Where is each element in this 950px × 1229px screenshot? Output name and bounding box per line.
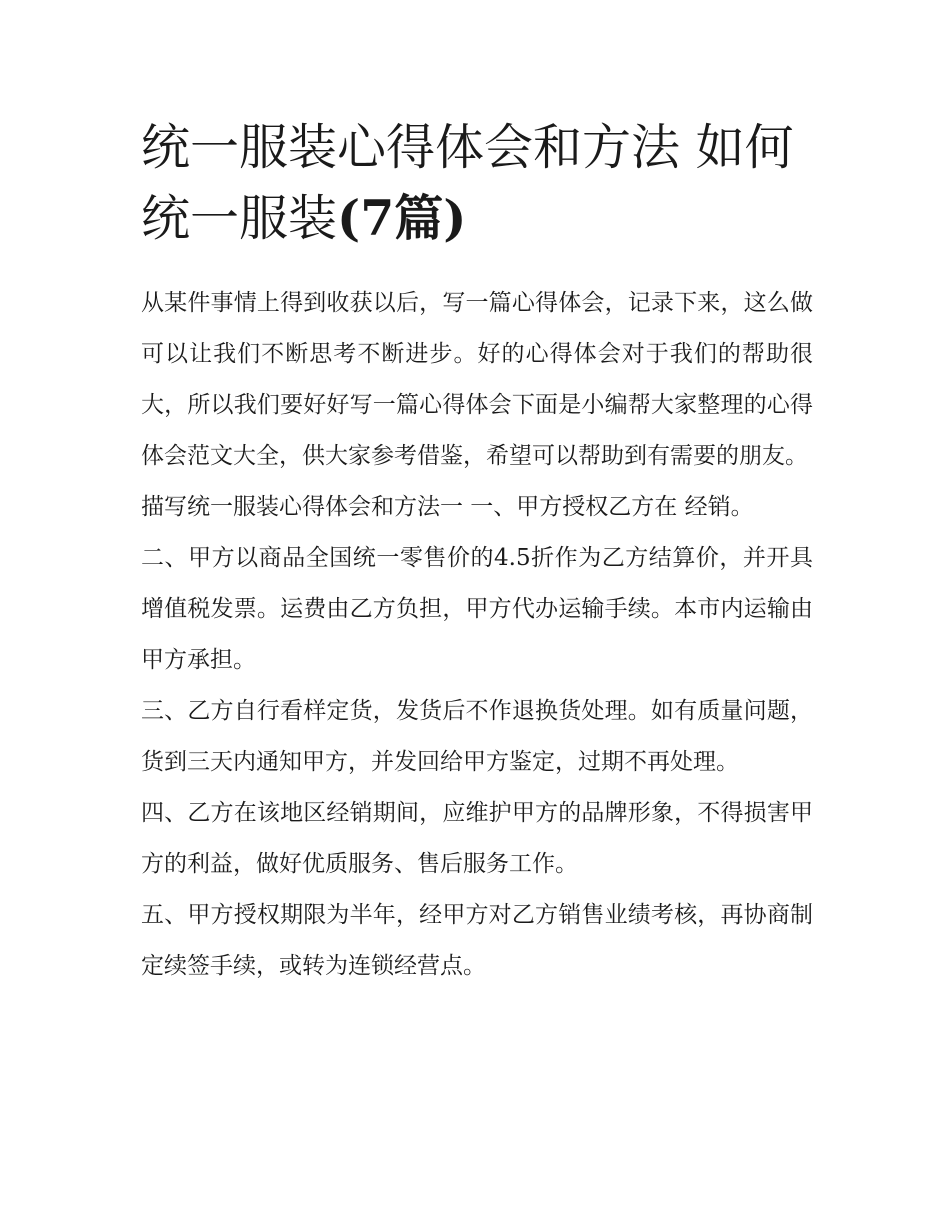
clause-4-paragraph: 四、乙方在该地区经销期间，应维护甲方的品牌形象，不得损害甲方的利益，做好优质服务、售后服务工作。 (141, 800, 813, 877)
clause-2-paragraph: 二、甲方以商品全国统一零售价的4.5折作为乙方结算价，并开具增值税发票。运费由乙方负担，甲方代办运输手续。本市内运输由甲方承担。 (141, 545, 813, 673)
document-title (141, 112, 813, 254)
intro-paragraph: 从某件事情上得到收获以后，写一篇心得体会，记录下来，这么做可以让我们不断思考不断进步。好的心得体会对于我们的帮助很大，所以我们要好好写一篇心得体会下面是小编帮大家整理的心得体会范文大全，供大家参考借鉴，希望可以帮助到有需要的朋友。 (141, 290, 813, 469)
section-heading-paragraph: 描写统一服装心得体会和方法一 一、甲方授权乙方在 经销。 (141, 494, 754, 520)
document-body (141, 278, 813, 992)
title-text: 统一服装心得体会和方法 如何统一服装 (141, 119, 794, 247)
document-page (141, 112, 813, 992)
clause-5-paragraph: 五、甲方授权期限为半年，经甲方对乙方销售业绩考核，再协商制定续签手续，或转为连锁经营点。 (141, 902, 813, 979)
clause-3-paragraph: 三、乙方自行看样定货，发货后不作退换货处理。如有质量问题，货到三天内通知甲方，并发回给甲方鉴定，过期不再处理。 (141, 698, 813, 775)
title-count: (7篇) (337, 189, 467, 247)
